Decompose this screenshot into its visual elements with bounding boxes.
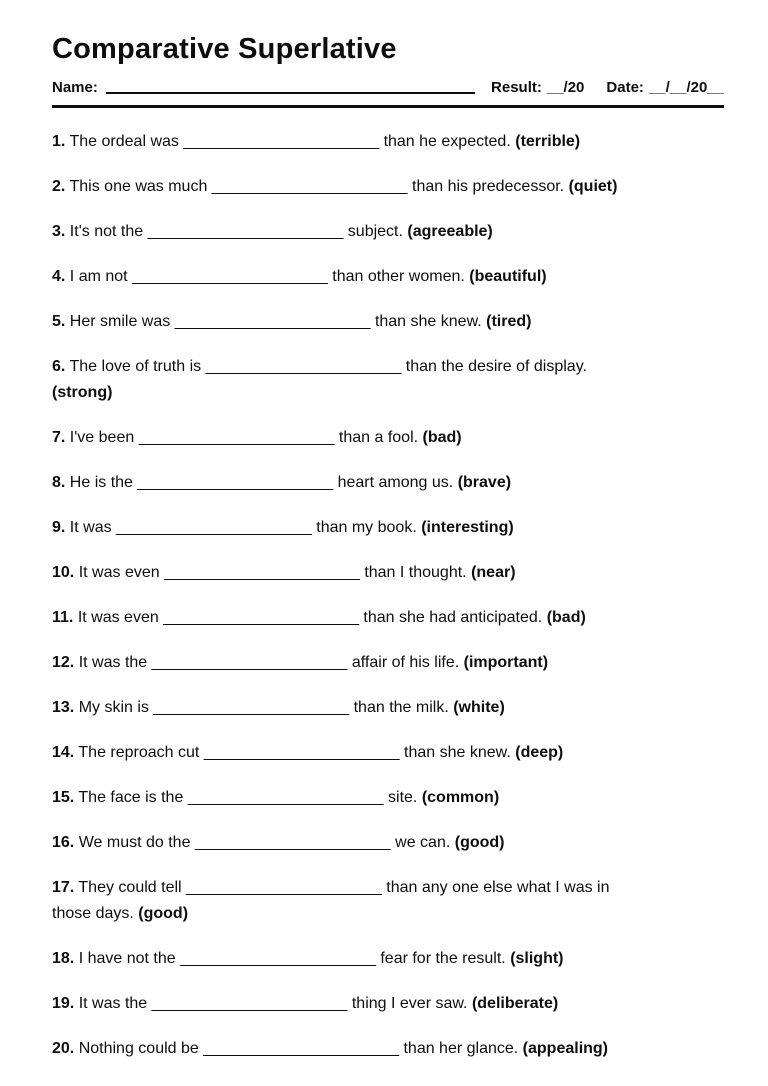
question-text-pre: Nothing could be [78,1040,199,1057]
question-text-post: subject. [347,223,403,240]
question-number: 7. [52,429,66,446]
question-number: 15. [52,789,75,806]
question-text-post: than he expected. [383,133,511,150]
question-row-8 [52,470,724,496]
question-text-pre: It was even [78,564,160,581]
question-number: 9. [52,519,66,536]
question-text-post: than she knew. [374,313,482,330]
question-text-pre: The reproach cut [78,744,200,761]
answer-blank: ______________________ [205,358,402,375]
question-number: 11. [52,609,74,626]
answer-hint: (deep) [515,744,564,761]
question-text-post: site. [388,789,418,806]
question-text-post: than a fool. [338,429,419,446]
question-row-18 [52,946,724,972]
question-text-pre: It's not the [69,223,144,240]
question-row-4 [52,264,724,290]
question-number: 10. [52,564,75,581]
header-divider [52,105,724,108]
question-row-10 [52,560,724,586]
question-text-post: heart among us. [337,474,454,491]
question-text-pre: This one was much [69,178,208,195]
answer-hint: (agreeable) [407,223,493,240]
answer-blank: ______________________ [183,133,380,150]
answer-blank: ______________________ [151,995,348,1012]
answer-hint: (common) [421,789,500,806]
question-row-1 [52,129,724,155]
question-text-pre: He is the [69,474,133,491]
question-text-pre: It was the [78,995,148,1012]
question-text-post: thing I ever saw. [351,995,468,1012]
question-number: 17. [52,879,75,896]
question-text-post: than the milk. [353,699,449,716]
question-text-pre: The love of truth is [69,358,202,375]
answer-blank: ______________________ [203,744,400,761]
question-text-post: affair of his life. [351,654,460,671]
answer-hint: (deliberate) [471,995,559,1012]
answer-blank: ______________________ [180,950,376,967]
question-text-pre: Her smile was [69,313,171,330]
answer-hint: (good) [454,834,505,851]
answer-blank: ______________________ [203,1040,400,1057]
question-text-post: than my book. [316,519,417,536]
question-number: 8. [52,474,66,491]
answer-blank: ______________________ [137,474,334,491]
answer-hint: (white) [453,699,505,716]
answer-hint: (appealing) [522,1040,609,1057]
answer-hint: (bad) [546,609,586,626]
answer-blank: ______________________ [186,879,382,896]
question-row-6 [52,354,724,406]
answer-blank: ______________________ [147,223,344,240]
answer-hint: (good) [138,905,189,922]
question-text-pre: The ordeal was [69,133,179,150]
question-text-post: we can. [395,834,451,851]
answer-hint: (interesting) [421,519,514,536]
question-text-pre: It was the [78,654,148,671]
answer-blank: ______________________ [187,789,384,806]
answer-blank: ______________________ [164,564,360,581]
question-row-13 [52,695,724,721]
answer-hint: (bad) [422,429,462,446]
worksheet-header [52,79,724,96]
question-number: 1. [52,133,66,150]
answer-blank: ______________________ [163,609,359,626]
question-row-5 [52,309,724,335]
question-row-9 [52,515,724,541]
answer-blank: ______________________ [211,178,408,195]
answer-hint: (brave) [457,474,512,491]
question-number: 20. [52,1040,75,1057]
question-list [52,129,724,1062]
question-row-11 [52,605,724,631]
answer-blank: ______________________ [116,519,312,536]
answer-blank: ______________________ [151,654,348,671]
result-label: Result: [491,79,542,96]
question-text-post: than his predecessor. [412,178,565,195]
question-number: 2. [52,178,66,195]
question-row-17 [52,875,724,927]
question-number: 6. [52,358,66,375]
question-text-post: than any one else what I was in [386,879,610,896]
answer-blank: ______________________ [138,429,335,446]
question-text-post: than the desire of display. [405,358,587,375]
question-text-pre: The face is the [78,789,184,806]
question-text-post: than her glance. [403,1040,519,1057]
question-row-16 [52,830,724,856]
question-row-20 [52,1036,724,1062]
question-row-7 [52,425,724,451]
question-number: 16. [52,834,75,851]
question-row-14 [52,740,724,766]
question-row-2 [52,174,724,200]
question-text-pre: I am not [69,268,128,285]
question-text-pre: I have not the [78,950,176,967]
answer-hint: (terrible) [515,133,581,150]
answer-hint: (near) [471,564,516,581]
question-text-post: fear for the result. [380,950,506,967]
answer-hint: (important) [463,654,549,671]
question-text-pre: It was even [77,609,159,626]
answer-hint: (slight) [510,950,564,967]
name-blank-line [106,82,475,94]
question-text-pre: They could tell [78,879,182,896]
question-row-3 [52,219,724,245]
question-text-pre: It was [69,519,112,536]
question-text-post2: those days. [52,905,134,922]
answer-hint: (beautiful) [469,268,547,285]
question-text-post: than other women. [332,268,465,285]
name-label: Name: [52,79,98,96]
answer-blank: ______________________ [174,313,371,330]
date-label: Date: [606,79,644,96]
answer-blank: ______________________ [194,834,391,851]
question-row-15 [52,785,724,811]
question-number: 3. [52,223,66,240]
question-text-post: than she had anticipated. [363,609,543,626]
date-value: __/__/20__ [648,79,724,96]
page-title: Comparative Superlative [52,33,397,65]
question-number: 5. [52,313,66,330]
question-text-pre: I've been [69,429,135,446]
question-text-post: than she knew. [404,744,511,761]
answer-blank: ______________________ [153,699,350,716]
answer-blank: ______________________ [132,268,328,285]
question-text-pre: My skin is [78,699,149,716]
question-number: 14. [52,744,75,761]
question-number: 12. [52,654,75,671]
question-number: 4. [52,268,66,285]
question-number: 13. [52,699,75,716]
question-number: 18. [52,950,75,967]
result-value: __/20 [546,79,585,96]
answer-hint: (tired) [486,313,532,330]
question-number: 19. [52,995,75,1012]
question-text-post: than I thought. [364,564,467,581]
question-row-19 [52,991,724,1017]
question-row-12 [52,650,724,676]
answer-hint: (strong) [52,384,113,401]
answer-hint: (quiet) [568,178,618,195]
question-text-pre: We must do the [78,834,191,851]
